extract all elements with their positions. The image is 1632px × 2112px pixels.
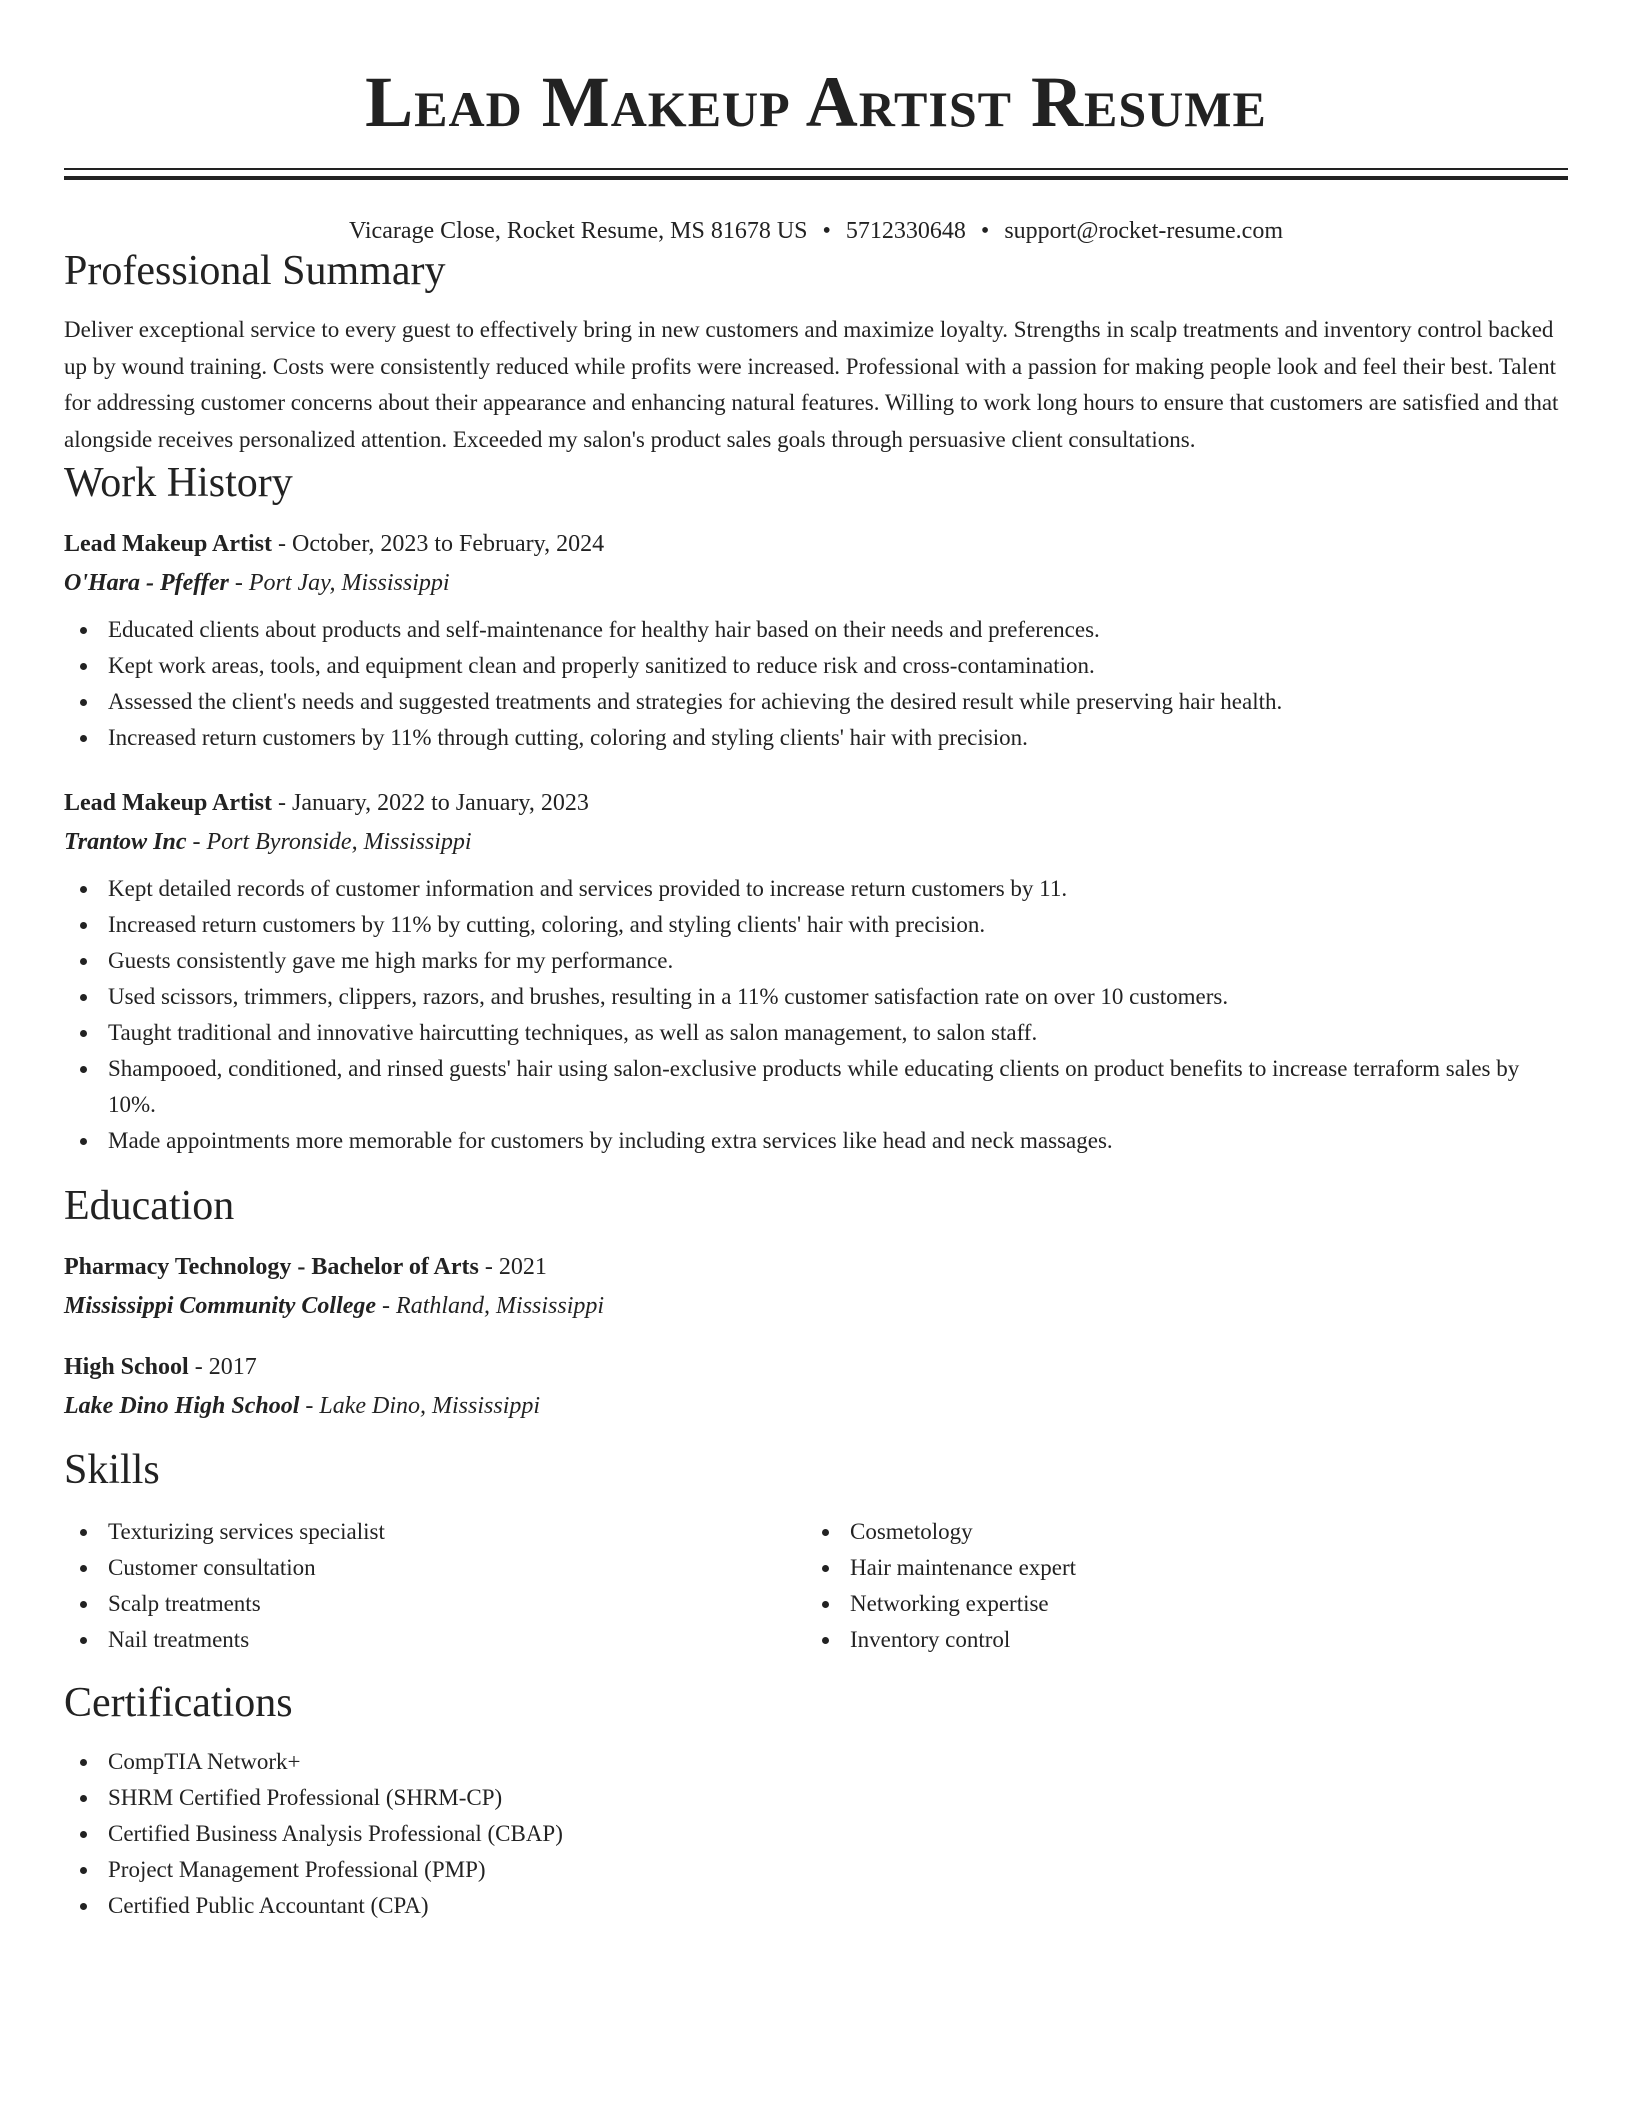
job-header — [64, 529, 1568, 559]
education-location: - Rathland, Mississippi — [376, 1293, 605, 1319]
job-bullet: Guests consistently gave me high marks for my performance. — [64, 943, 1568, 979]
job-bullets — [64, 612, 1568, 756]
resume-title: Lead Makeup Artist Resume — [365, 62, 1267, 142]
job-bullet: Taught traditional and innovative haircutting techniques, as well as salon management, to salon staff. — [64, 1015, 1568, 1051]
job-bullet: Increased return customers by 11% by cutting, coloring, and styling clients' hair with precision. — [64, 907, 1568, 943]
job-entry — [64, 529, 1568, 756]
skill-item: Inventory control — [806, 1622, 1548, 1658]
section-heading-work-history: Work History — [64, 460, 293, 506]
skills-column-left — [64, 1514, 806, 1658]
job-bullet: Kept detailed records of customer information and services provided to increase return customers by 11. — [64, 871, 1568, 907]
education-location: - Lake Dino, Mississippi — [299, 1393, 541, 1419]
job-location: - Port Byronside, Mississippi — [186, 829, 472, 855]
job-employer — [64, 827, 1568, 857]
education-institution — [64, 1291, 1568, 1321]
certifications-list — [64, 1744, 1568, 1924]
job-title: Lead Makeup Artist — [64, 790, 273, 816]
job-bullets — [64, 871, 1568, 1159]
education-school: Mississippi Community College — [64, 1293, 377, 1319]
job-bullet: Increased return customers by 11% through cutting, coloring and styling clients' hair with precision. — [64, 720, 1568, 756]
contact-separator: • — [822, 218, 831, 244]
job-company: Trantow Inc — [64, 829, 187, 855]
education-header — [64, 1252, 1568, 1282]
job-entry — [64, 788, 1568, 1159]
certification-item: SHRM Certified Professional (SHRM-CP) — [64, 1780, 1568, 1816]
skills-grid — [64, 1514, 1568, 1658]
contact-phone: 5712330648 — [845, 218, 966, 244]
job-bullet: Used scissors, trimmers, clippers, razors, and brushes, resulting in a 11% customer satisfaction rate on over 10 customers. — [64, 979, 1568, 1015]
job-bullet: Educated clients about products and self-maintenance for healthy hair based on their needs and preferences. — [64, 612, 1568, 648]
contact-separator: • — [980, 218, 990, 244]
job-bullet: Kept work areas, tools, and equipment clean and properly sanitized to reduce risk and cross-contamination. — [64, 648, 1568, 684]
title-divider-thick — [64, 176, 1568, 180]
job-header — [64, 788, 1568, 818]
section-heading-summary: Professional Summary — [64, 248, 446, 294]
job-title: Lead Makeup Artist — [64, 531, 273, 557]
skills-column-right — [806, 1514, 1548, 1658]
skill-item: Scalp treatments — [64, 1586, 806, 1622]
education-degree: High School — [64, 1354, 189, 1380]
job-employer — [64, 568, 1568, 598]
certification-item: Certified Public Accountant (CPA) — [64, 1888, 1568, 1924]
section-heading-certifications: Certifications — [64, 1680, 293, 1726]
education-header — [64, 1352, 1568, 1382]
skill-item: Nail treatments — [64, 1622, 806, 1658]
job-location: - Port Jay, Mississippi — [228, 570, 450, 596]
contact-line — [64, 216, 1568, 246]
education-year: - 2017 — [188, 1354, 257, 1380]
certification-item: CompTIA Network+ — [64, 1744, 1568, 1780]
job-dates: - January, 2022 to January, 2023 — [272, 790, 589, 816]
education-institution — [64, 1391, 1568, 1421]
section-heading-skills: Skills — [64, 1447, 160, 1493]
skill-item: Networking expertise — [806, 1586, 1548, 1622]
job-bullet: Assessed the client's needs and suggested treatments and strategies for achieving the desired result while preserving hair health. — [64, 684, 1568, 720]
education-school: Lake Dino High School — [64, 1393, 300, 1419]
skill-item: Hair maintenance expert — [806, 1550, 1548, 1586]
skill-item: Cosmetology — [806, 1514, 1548, 1550]
education-entry — [64, 1352, 1568, 1421]
certification-item: Project Management Professional (PMP) — [64, 1852, 1568, 1888]
contact-email: support@rocket-resume.com — [1004, 218, 1283, 244]
job-dates: - October, 2023 to February, 2024 — [272, 531, 605, 557]
certification-item: Certified Business Analysis Professional (CBAP) — [64, 1816, 1568, 1852]
contact-address: Vicarage Close, Rocket Resume, MS 81678 US — [349, 218, 808, 244]
education-year: - 2021 — [478, 1254, 547, 1280]
job-company: O'Hara - Pfeffer — [64, 570, 229, 596]
education-entry — [64, 1252, 1568, 1321]
education-degree: Pharmacy Technology - Bachelor of Arts — [64, 1254, 479, 1280]
skill-item: Customer consultation — [64, 1550, 806, 1586]
title-divider-thin — [64, 168, 1568, 170]
summary-paragraph: Deliver exceptional service to every guest to effectively bring in new customers and maximize loyalty. Strengths in scalp treatments and inventory control backed up by wound training. Costs were consistently reduced while profits were increased. Professional with a passion for making people look and feel their best. Talent for addressing customer concerns about their appearance and enhancing natural features. Willing to work long hours to ensure that customers are satisfied and that alongside receives personalized attention. Exceeded my salon's product sales goals through persuasive client consultations. — [64, 317, 1559, 452]
job-bullet: Shampooed, conditioned, and rinsed guests' hair using salon-exclusive products while educating clients on product benefits to increase terraform sales by 10%. — [64, 1051, 1568, 1123]
skill-item: Texturizing services specialist — [64, 1514, 806, 1550]
job-bullet: Made appointments more memorable for customers by including extra services like head and neck massages. — [64, 1123, 1568, 1159]
section-heading-education: Education — [64, 1183, 235, 1229]
